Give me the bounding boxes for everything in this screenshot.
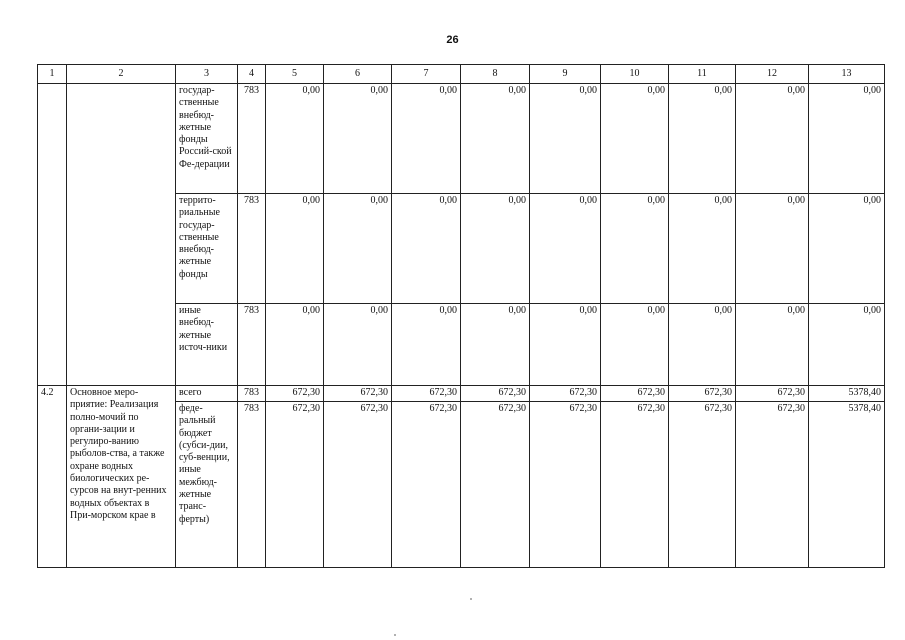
- table-row: [38, 386, 885, 402]
- value-cell: 0,00: [266, 304, 324, 386]
- value-cell: 672,30: [669, 402, 736, 568]
- value-cell: 0,00: [809, 84, 885, 194]
- value-cell: 672,30: [324, 402, 392, 568]
- value-cell: 672,30: [266, 402, 324, 568]
- header-cell: 4: [238, 65, 266, 84]
- item-title: Основное меро-приятие: Реализация полно-мочий по органи-зации и регулиро-ванию рыболов-ства, а также охране водных биологических ре-сурсов на внут-ренних водных объектах в При-морском крае в: [67, 386, 176, 568]
- table-row: [38, 84, 885, 194]
- header-cell: 3: [176, 65, 238, 84]
- value-cell: 5378,40: [809, 386, 885, 402]
- code-cell: 783: [238, 84, 266, 194]
- source-cell: террито-риальные государ-ственные внебюд-жетные фонды: [176, 194, 238, 304]
- empty-cell: [67, 84, 176, 386]
- value-cell: 0,00: [601, 304, 669, 386]
- value-cell: 0,00: [392, 304, 461, 386]
- value-cell: 0,00: [392, 194, 461, 304]
- value-cell: 0,00: [266, 84, 324, 194]
- value-cell: 0,00: [736, 84, 809, 194]
- value-cell: 672,30: [530, 386, 601, 402]
- value-cell: 0,00: [601, 194, 669, 304]
- value-cell: 0,00: [324, 304, 392, 386]
- value-cell: 0,00: [530, 84, 601, 194]
- value-cell: 0,00: [530, 304, 601, 386]
- value-cell: 0,00: [809, 304, 885, 386]
- header-cell: 6: [324, 65, 392, 84]
- value-cell: 0,00: [461, 194, 530, 304]
- header-cell: 13: [809, 65, 885, 84]
- value-cell: 0,00: [669, 84, 736, 194]
- source-cell: всего: [176, 386, 238, 402]
- header-cell: 7: [392, 65, 461, 84]
- value-cell: 672,30: [736, 386, 809, 402]
- value-cell: 672,30: [461, 402, 530, 568]
- value-cell: 672,30: [736, 402, 809, 568]
- header-cell: 11: [669, 65, 736, 84]
- value-cell: 5378,40: [809, 402, 885, 568]
- code-cell: 783: [238, 402, 266, 568]
- code-cell: 783: [238, 194, 266, 304]
- value-cell: 0,00: [266, 194, 324, 304]
- budget-table: [37, 64, 885, 568]
- header-cell: 12: [736, 65, 809, 84]
- value-cell: 0,00: [736, 304, 809, 386]
- value-cell: 0,00: [461, 84, 530, 194]
- scan-speck: [394, 634, 396, 636]
- source-cell: иные внебюд-жетные источ-ники: [176, 304, 238, 386]
- item-number: 4.2: [38, 386, 67, 568]
- empty-cell: [38, 84, 67, 386]
- scan-speck: [470, 598, 472, 600]
- value-cell: 0,00: [530, 194, 601, 304]
- code-cell: 783: [238, 386, 266, 402]
- value-cell: 672,30: [601, 402, 669, 568]
- source-cell: феде-ральный бюджет (субси-дии, суб-венции, иные межбюд-жетные транс-ферты): [176, 402, 238, 568]
- value-cell: 672,30: [669, 386, 736, 402]
- header-cell: 1: [38, 65, 67, 84]
- value-cell: 0,00: [392, 84, 461, 194]
- code-cell: 783: [238, 304, 266, 386]
- value-cell: 672,30: [601, 386, 669, 402]
- header-row: [38, 65, 885, 84]
- header-cell: 10: [601, 65, 669, 84]
- header-cell: 9: [530, 65, 601, 84]
- value-cell: 0,00: [461, 304, 530, 386]
- value-cell: 672,30: [392, 402, 461, 568]
- value-cell: 0,00: [324, 84, 392, 194]
- value-cell: 0,00: [669, 304, 736, 386]
- value-cell: 0,00: [324, 194, 392, 304]
- value-cell: 0,00: [736, 194, 809, 304]
- value-cell: 0,00: [809, 194, 885, 304]
- value-cell: 0,00: [601, 84, 669, 194]
- value-cell: 672,30: [392, 386, 461, 402]
- header-cell: 2: [67, 65, 176, 84]
- header-cell: 8: [461, 65, 530, 84]
- page-number: 26: [446, 34, 459, 46]
- value-cell: 672,30: [530, 402, 601, 568]
- source-cell: государ-ственные внебюд-жетные фонды Россий-ской Фе-дерации: [176, 84, 238, 194]
- value-cell: 672,30: [324, 386, 392, 402]
- value-cell: 672,30: [266, 386, 324, 402]
- value-cell: 0,00: [669, 194, 736, 304]
- value-cell: 672,30: [461, 386, 530, 402]
- header-cell: 5: [266, 65, 324, 84]
